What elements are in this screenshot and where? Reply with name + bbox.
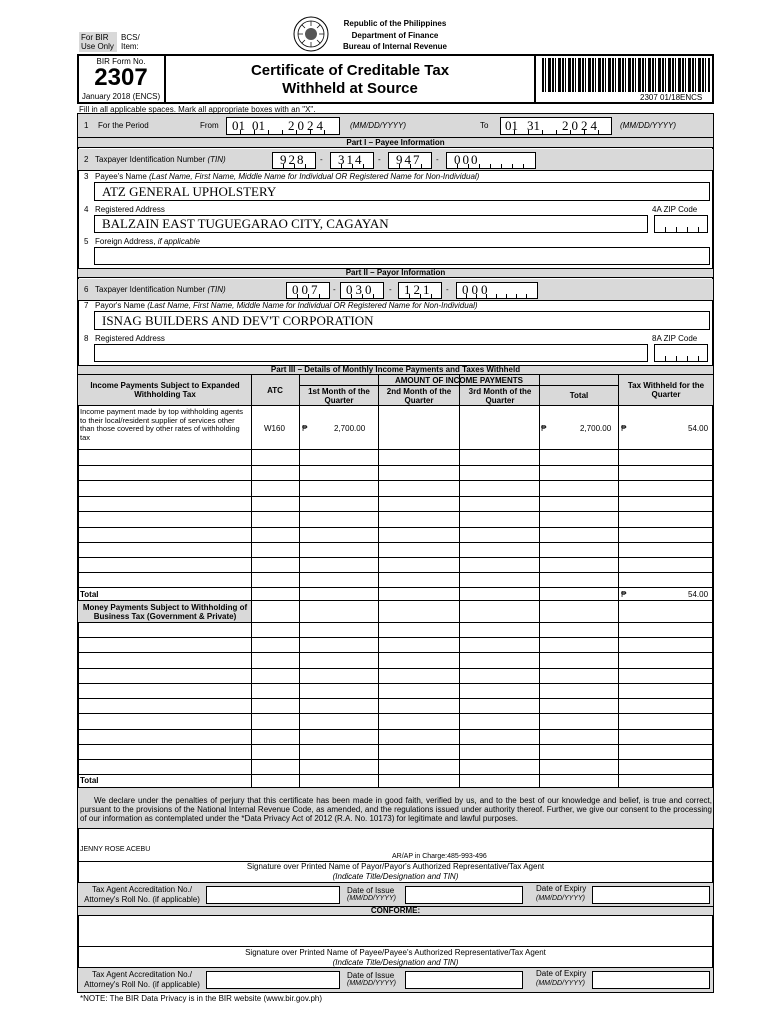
to-format: (MM/DD/YYYY) [620,121,676,130]
col-m1-header: 1st Month of the Quarter [308,387,370,405]
payee-zip-field[interactable] [654,215,708,233]
agent-label-1a: Tax Agent Accreditation No./ [91,885,193,894]
signature2-line [78,946,713,947]
payee-tin-2: 314 [338,152,364,167]
digit-tick [512,164,513,169]
header-divider-right [534,54,536,104]
digit-tick [352,164,353,169]
payee-foreign-num: 5 [84,237,89,246]
from-mm: 01 [232,118,245,133]
digit-tick [514,130,515,135]
row1-description: Income payment made by top withholding agents to their local/resident supplier of services other than those covered by other rates of withholding tax [80,407,244,442]
col-m3-header: 3rd Month of the Quarter [468,387,532,405]
part2-title: Part II – Payor Information [345,268,446,277]
table-col-line [378,375,379,787]
payee-tin-4: 000 [454,152,480,167]
digit-tick [528,130,529,135]
payee-foreign-label: Foreign Address, if applicable [95,237,200,246]
digit-tick [676,356,677,361]
payee-foreign-field[interactable] [94,247,710,265]
col-tax-header: Tax Withheld for the Quarter [627,381,705,399]
digit-tick [294,164,295,169]
total1-tax: 54.00 [688,590,709,599]
digit-tick [457,164,458,169]
bir-seal-icon [293,16,329,52]
tin-dash: - [446,285,449,294]
tin-dash: - [333,285,336,294]
form-no-label: BIR Form No. [96,57,146,66]
row1-m1: 2,700.00 [334,424,366,433]
digit-tick [556,130,557,135]
issue-fmt-2: (MM/DD/YYYY) [347,980,396,987]
payee-tin-1: 928 [280,152,306,167]
ar-ap-label: AR/AP in Charge:485-993-496 [392,853,487,860]
declaration-text: We declare under the penalties of perjury that this certificate has been made in good faith, verified by us, and to the best of our knowledge and belief, is true and correct, pursuant to the provisions of the National Internal Revenue Code, as amended, and the regulations issued under authority thereof. Further, we give our consent to the processing of our information as contemplated under the *Data Privacy Act of 2012 (R.A. No. 10173) for legitimate and lawful purposes. [80,796,712,823]
table-row-line [78,480,713,481]
table-row-line [78,557,713,558]
payor-addr-num: 8 [84,334,89,343]
payee-tin-label: Taxpayer Identification Number (TIN) [95,155,226,164]
payor-tin-4: 000 [462,282,491,297]
agent-label-2a: Tax Agent Accreditation No./ [91,970,193,979]
expiry-fmt-1: (MM/DD/YYYY) [536,895,585,902]
payee-zip-label: 4A ZIP Code [652,205,698,214]
form-number: 2307 [94,64,148,91]
issue-date-field-2[interactable] [405,971,523,989]
payor-name-num: 7 [84,301,89,310]
payee-tin-num: 2 [84,155,89,164]
col-income-header: Income Payments Subject to Expanded Withholding Tax [90,381,240,399]
part3-title: Part III – Details of Monthly Income Payments and Taxes Withheld [270,365,521,374]
row1-atc: W160 [264,424,285,433]
digit-tick [468,164,469,169]
conforme-label: CONFORME: [370,906,421,915]
table-row-line [78,449,713,450]
signature-sub: (Indicate Title/Designation and TIN) [332,872,459,881]
table-row-line [78,637,713,638]
row1-tax: 54.00 [688,424,709,433]
digit-tick [490,164,491,169]
to-label: To [480,121,489,130]
digit-tick [283,164,284,169]
expiry-date-field-1[interactable] [592,886,710,904]
payor-zip-field[interactable] [654,344,708,362]
payor-tin-num: 6 [84,285,89,294]
digit-tick [297,294,298,299]
digit-tick [373,294,374,299]
table-col-line [459,375,460,787]
digit-tick [421,164,422,169]
digit-tick [308,294,309,299]
payor-tin-1: 007 [292,282,321,297]
total2-label: Total [80,776,99,785]
from-dd: 01 [252,118,265,133]
payor-addr-label: Registered Address [95,334,165,343]
table-row-line [78,698,713,699]
payor-name-label: Payor's Name (Last Name, First Name, Middle Name for Individual OR Registered Name for Non-Individual) [95,301,478,310]
tin-dash: - [378,155,381,164]
instructions: Fill in all applicable spaces. Mark all appropriate boxes with an "X". [79,105,316,114]
money-payments-label: Money Payments Subject to Withholding of Business Tax (Government & Private) [82,603,248,621]
agent-accreditation-field-2[interactable] [206,971,340,989]
table-col-line [539,375,540,787]
payee-address: BALZAIN EAST TUGUEGARAO CITY, CAGAYAN [102,216,389,231]
digit-tick [486,294,487,299]
digit-tick [341,164,342,169]
digit-tick [254,130,255,135]
row1-total: 2,700.00 [580,424,612,433]
expiry-date-field-2[interactable] [592,971,710,989]
table-row-line [78,587,713,588]
from-format: (MM/DD/YYYY) [350,121,406,130]
digit-tick [698,227,699,232]
issue-label-2: Date of Issue [347,971,395,980]
for-bir-label: For BIR [81,33,109,42]
agent-label-2b: Attorney's Roll No. (if applicable) [84,980,200,989]
digit-tick [310,130,311,135]
table-row-line [78,572,713,573]
table-col-line [299,375,300,787]
digit-tick [363,164,364,169]
digit-tick [687,356,688,361]
payee-name-num: 3 [84,172,89,181]
table-col-line [618,375,619,787]
digit-tick [598,130,599,135]
payor-name: ISNAG BUILDERS AND DEV'T CORPORATION [102,313,374,328]
expiry-label-2: Date of Expiry [536,969,587,978]
from-yyyy: 2024 [288,118,326,133]
digit-tick [410,164,411,169]
col-amount-header: AMOUNT OF INCOME PAYMENTS [394,376,523,385]
table-row-line [78,465,713,466]
digit-tick [506,294,507,299]
col-atc-header: ATC [267,386,283,395]
digit-tick [523,164,524,169]
digit-tick [268,130,269,135]
privacy-note: *NOTE: The BIR Data Privacy is in the BIR website (www.bir.gov.ph) [80,994,323,1003]
expiry-fmt-2: (MM/DD/YYYY) [536,980,585,987]
digit-tick [431,294,432,299]
table-row-line [78,600,713,601]
to-yyyy: 2024 [562,118,600,133]
signer-name: JENNY ROSE ACEBU [80,846,151,853]
payor-tin-2: 030 [346,282,375,297]
digit-tick [466,294,467,299]
payee-addr-label: Registered Address [95,205,165,214]
table-row-line [78,759,713,760]
row1-tax-peso: ₱ [621,424,627,433]
bcs-label: BCS/ [121,33,140,42]
digit-tick [362,294,363,299]
digit-tick [665,356,666,361]
to-mm: 01 [505,118,518,133]
table-row-line [78,527,713,528]
period-num: 1 [84,121,89,130]
table-col-line [251,375,252,787]
col-m2-header: 2nd Month of the Quarter [386,387,452,405]
table-row-line [78,496,713,497]
table-row-line [78,713,713,714]
total1-label: Total [80,590,99,599]
use-only-label: Use Only [81,42,114,51]
digit-tick [570,130,571,135]
table-row-line [78,542,713,543]
payee-name: ATZ GENERAL UPHOLSTERY [102,184,277,199]
digit-tick [542,130,543,135]
payor-tin-3: 121 [404,282,433,297]
digit-tick [676,227,677,232]
payee-name-label: Payee's Name (Last Name, First Name, Middle Name for Individual OR Registered Name for Non-Individual) [95,172,480,181]
digit-tick [351,294,352,299]
barcode-icon [542,58,710,92]
issue-label-1: Date of Issue [347,886,395,895]
agent-accreditation-field-1[interactable] [206,886,340,904]
payor-zip-label: 8A ZIP Code [652,334,698,343]
digit-tick [665,227,666,232]
signature2-sub: (Indicate Title/Designation and TIN) [332,958,459,967]
digit-tick [409,294,410,299]
table-row-line [78,652,713,653]
to-dd: 31 [527,118,540,133]
tin-dash: - [320,155,323,164]
table-row-line [78,622,713,623]
form-title-line2: Withheld at Source [282,80,418,97]
form-title-line1: Certificate of Creditable Tax [250,62,450,79]
department-label: Department of Finance [351,31,439,40]
payor-address-field[interactable] [94,344,648,362]
table-row-line [78,744,713,745]
tin-dash: - [436,155,439,164]
table-row-line [78,511,713,512]
expiry-label-1: Date of Expiry [536,884,587,893]
digit-tick [501,164,502,169]
part1-title: Part I – Payee Information [346,138,445,147]
digit-tick [305,164,306,169]
table-row-line [78,774,713,775]
item-label: Item: [121,42,139,51]
digit-tick [687,227,688,232]
digit-tick [496,294,497,299]
period-label: For the Period [98,121,149,130]
table-row-line [78,729,713,730]
digit-tick [584,130,585,135]
bureau-label: Bureau of Internal Revenue [342,42,448,51]
digit-tick [324,130,325,135]
form-code: 2307 01/18ENCS [640,93,703,102]
digit-tick [526,294,527,299]
digit-tick [240,130,241,135]
digit-tick [296,130,297,135]
republic-label: Republic of the Philippines [343,19,447,28]
agent-label-1b: Attorney's Roll No. (if applicable) [84,895,200,904]
digit-tick [479,164,480,169]
digit-tick [420,294,421,299]
signature-label: Signature over Printed Name of Payor/Payor's Authorized Representative/Tax Agent [246,862,545,871]
row1-m1-peso: ₱ [302,424,308,433]
issue-date-field-1[interactable] [405,886,523,904]
digit-tick [282,130,283,135]
signature2-label: Signature over Printed Name of Payee/Payee's Authorized Representative/Tax Agent [245,948,546,957]
col-total-header: Total [569,391,589,400]
payee-tin-3: 947 [396,152,422,167]
payee-addr-num: 4 [84,205,89,214]
payor-tin-label: Taxpayer Identification Number (TIN) [95,285,226,294]
digit-tick [516,294,517,299]
form-date: January 2018 (ENCS) [81,92,161,101]
from-label: From [200,121,219,130]
table-row-line [78,683,713,684]
table-row-line [78,668,713,669]
row1-total-peso: ₱ [541,424,547,433]
digit-tick [319,294,320,299]
digit-tick [698,356,699,361]
issue-fmt-1: (MM/DD/YYYY) [347,895,396,902]
tin-dash: - [389,285,392,294]
digit-tick [399,164,400,169]
digit-tick [476,294,477,299]
total1-tax-peso: ₱ [621,590,627,599]
